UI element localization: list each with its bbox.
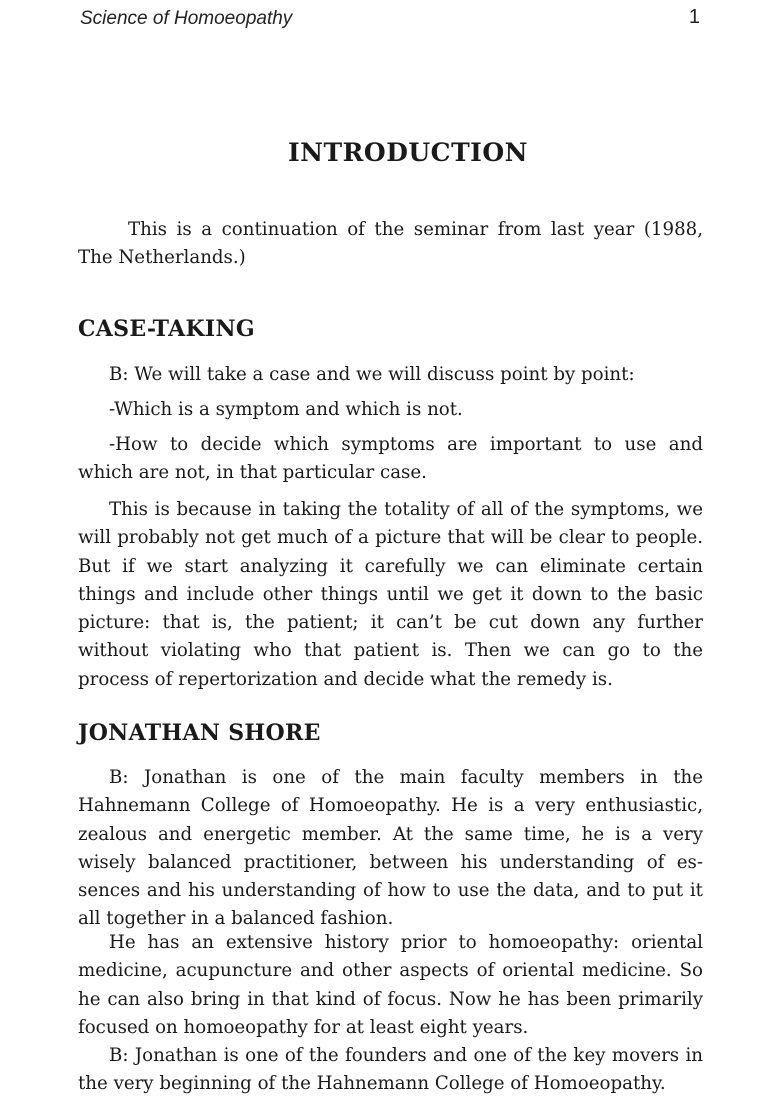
paragraph: This is because in taking the totality of all of the symptoms, we will probably not get much of a picture that will be clear to people. But if we start analyzing it carefully we can eliminate certain things and include other things until we get it down to the basic picture: that is, the patient; it can’t be cut down any further without violating who that patient is. Then we can go to the process of repertorization and decide what the remedy is. — [78, 499, 703, 690]
section-heading-case-taking: CASE-TAKING — [78, 316, 255, 342]
intro-paragraph: This is a continuation of the seminar from last year (1988, The Netherlands.) — [78, 219, 703, 269]
paragraph: B: Jonathan is one of the founders and one of the key movers in the very beginning of the Hahnemann College of Homoeopathy. — [78, 1045, 703, 1095]
paragraph: B: We will take a case and we will discuss point by point: — [109, 364, 635, 385]
paragraph: -How to decide which symptoms are important to use and which are not, in that particular case. — [78, 434, 703, 484]
section-heading-jonathan-shore: JONATHAN SHORE — [78, 720, 321, 746]
paragraph: He has an extensive history prior to homoeopathy: oriental medicine, acupuncture and other aspects of oriental medicine. So he can also bring in that kind of focus. Now he has been primarily focused on homoeopathy for at least eight years. — [78, 932, 703, 1038]
page-number: 1 — [688, 6, 700, 28]
running-head: Science of Homoeopathy — [80, 8, 293, 29]
paragraph: B: Jonathan is one of the main faculty members in the Hahnemann College of Homoeopathy. He is a very enthusiastic, zealous and energetic member. At the same time, he is a very wisely balanced practitioner, between his understanding of es-sences and his understanding of how to use the data, and to put it all together in a balanced fashion. — [78, 767, 703, 930]
paragraph: -Which is a symptom and which is not. — [109, 399, 463, 420]
chapter-title: INTRODUCTION — [287, 138, 528, 167]
